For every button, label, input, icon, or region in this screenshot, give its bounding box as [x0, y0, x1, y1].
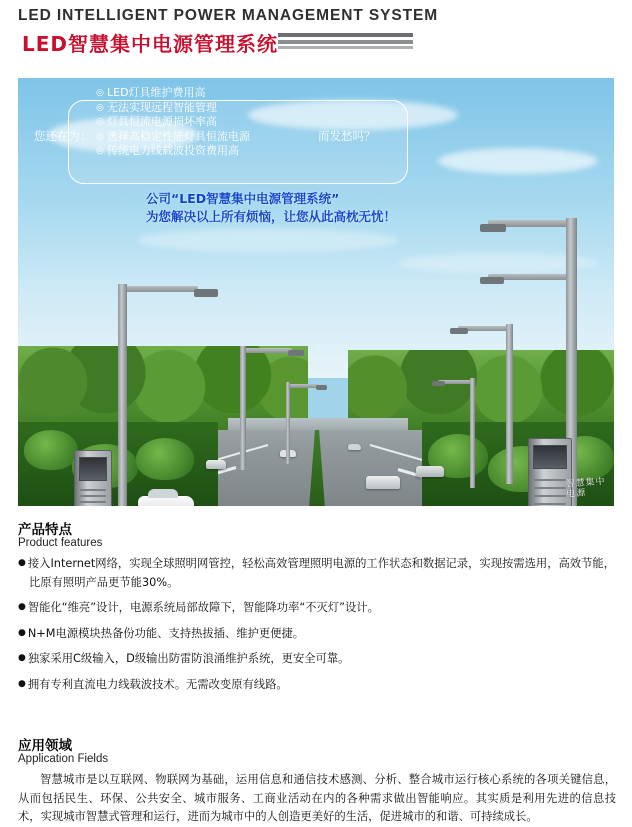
callout-tail-text: 而发愁吗？ — [318, 129, 376, 143]
header-bar-2 — [278, 40, 413, 44]
problem-text: 灯具恒流电源损坏率高 — [107, 115, 217, 129]
power-cabinet-right — [528, 438, 572, 506]
shrub-icon — [24, 430, 78, 470]
feature-text: N+M电源模块热备份功能、支持热拔插、维护更便捷。 — [27, 626, 305, 640]
feature-item — [18, 675, 616, 695]
header-bar-3 — [278, 46, 413, 49]
street-lamp-head — [480, 224, 506, 232]
street-lamp-head — [450, 328, 468, 334]
cabinet-vent — [534, 487, 566, 489]
street-lamp-head — [480, 277, 504, 284]
feature-item — [18, 554, 616, 592]
feature-item — [18, 624, 616, 644]
cabinet-sign-label: 智慧集中电源 — [565, 476, 606, 500]
street-lamp-pole — [506, 324, 513, 484]
shrub-icon — [136, 438, 194, 480]
car-mid — [416, 466, 444, 477]
street-lamp-head — [316, 385, 327, 390]
street-lamp-pole — [118, 284, 127, 506]
power-cabinet-left — [74, 450, 112, 506]
bullet-icon: ● — [18, 602, 26, 612]
page-title-chinese: LED智慧集中电源管理系统 — [22, 32, 279, 56]
application-fields-paragraph: 智慧城市是以互联网、物联网为基础，运用信息和通信技术感测、分析、整合城市运行核心系统的各项关键信息，从而包括民生、环保、公共安全、城市服务、工商业活动在内的各种需求做出智能响应。其实质是利用先进的信息技术，实现城市智慧式管理和运行，进而为城市中的人创造更美好的生活，促进城市的和谐、可持续成长。 — [18, 773, 616, 823]
cloud-icon — [438, 148, 598, 174]
header-decoration-bars — [278, 33, 413, 49]
header-bar-1 — [278, 33, 413, 37]
feature-text: 智能化“维亮”设计，电源系统局部故障下，智能降功率“不灭灯”设计。 — [27, 601, 379, 614]
cabinet-display — [533, 445, 567, 469]
car-distant — [348, 444, 361, 450]
page-header — [0, 0, 632, 72]
application-fields-title-cn: 应用领域 — [18, 738, 72, 754]
problem-list-item — [96, 101, 250, 116]
street-lamp-pole — [286, 382, 290, 464]
problem-text: 无法实现远程智能管理 — [107, 100, 217, 114]
application-fields-title-en: Application Fields — [18, 753, 109, 765]
features-list — [18, 554, 616, 700]
problem-list — [96, 86, 250, 159]
diamond-bullet-icon: ◎ — [96, 88, 104, 98]
feature-text: 独家采用C级输入，D级输出防雷防浪涌维护系统，更安全可靠。 — [27, 652, 350, 665]
hero-illustration — [18, 78, 614, 506]
problem-list-item — [96, 130, 250, 145]
cabinet-vent — [80, 489, 106, 491]
cabinet-display — [79, 457, 107, 481]
street-lamp-pole — [240, 346, 246, 470]
street-lamp-pole — [470, 378, 475, 488]
bullet-icon: ● — [18, 558, 26, 568]
cabinet-vent — [534, 479, 566, 481]
street-lamp-head — [432, 381, 445, 386]
car-foreground — [138, 496, 194, 506]
bullet-icon: ● — [18, 627, 26, 638]
features-section-title-cn: 产品特点 — [18, 522, 72, 538]
street-lamp-head — [194, 289, 218, 297]
street-lamp-head — [288, 350, 304, 356]
bullet-icon: ● — [18, 653, 26, 663]
application-fields-body — [18, 771, 616, 827]
problem-list-item — [96, 115, 250, 130]
hero-slogan-line-1: 公司“LED智慧集中电源管理系统” — [146, 191, 340, 206]
cabinet-vent — [534, 495, 566, 497]
diamond-bullet-icon: ◎ — [96, 117, 104, 128]
problem-text: 传统电力线载波投资费用高 — [107, 144, 239, 158]
cloud-icon — [138, 228, 398, 252]
car-mid — [366, 476, 400, 489]
feature-item — [18, 598, 616, 618]
features-section-title-en: Product features — [18, 537, 103, 549]
problem-text: LED灯具维护费用高 — [107, 86, 206, 99]
callout-lead-in-text: 您还在为： — [34, 129, 92, 143]
hero-slogan-line-2: 为您解决以上所有烦恼，让您从此高枕无忧！ — [146, 209, 397, 224]
hero-slogan — [146, 190, 396, 226]
problem-list-item — [96, 144, 250, 159]
cabinet-vent — [80, 495, 106, 497]
diamond-bullet-icon: ◎ — [96, 131, 104, 142]
diamond-bullet-icon: ◎ — [96, 146, 104, 157]
problem-list-item — [96, 86, 250, 101]
feature-text: 拥有专利直流电力线载波技术。无需改变原有线路。 — [27, 677, 288, 691]
street-lamp-arm — [244, 348, 292, 353]
cabinet-vent — [80, 501, 106, 503]
cabinet-vent — [534, 503, 566, 505]
feature-text: 接入Internet网络，实现全球照明网管控，轻松高效管理照明电源的工作状态和数据记录，实现按需选用，高效节能，比原有照明产品更节能30%。 — [27, 557, 615, 589]
diamond-bullet-icon: ◎ — [96, 102, 104, 113]
car-distant — [206, 460, 226, 469]
problem-text: 选择高稳定性能灯具恒流电源 — [107, 129, 250, 143]
bullet-icon: ● — [18, 678, 26, 689]
street-lamp-arm — [122, 286, 198, 292]
street-lamp-arm — [289, 384, 319, 388]
feature-item — [18, 649, 616, 669]
page-title-english: LED INTELLIGENT POWER MANAGEMENT SYSTEM — [18, 7, 439, 24]
